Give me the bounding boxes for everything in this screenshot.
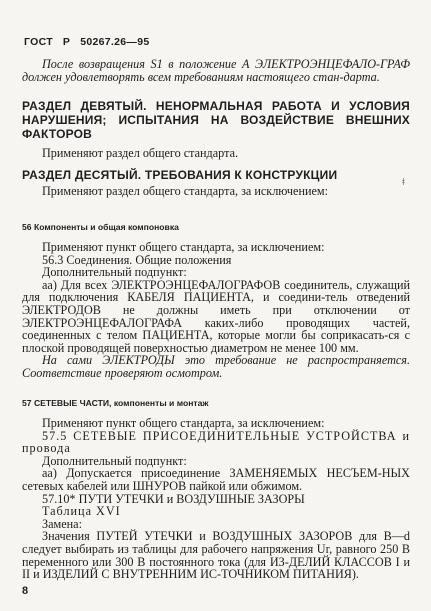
clause-56-title: 56 Компоненты и общая компоновка — [22, 222, 179, 232]
clause-57-p5: 57.10* ПУТИ УТЕЧКИ и ВОЗДУШНЫЕ ЗАЗОРЫ — [42, 491, 305, 506]
clause-56-p3: Дополнительный подпункт: — [42, 265, 187, 280]
clause-57-p2: 57.5 СЕТЕВЫЕ ПРИСОЕДИНИТЕЛЬНЫЕ УСТРОЙСТВА и провода — [22, 428, 410, 456]
section-ten-text: Применяют раздел общего стандарта, за исключением: — [42, 184, 329, 198]
clause-57-p3: Дополнительный подпункт: — [42, 453, 187, 468]
clause-57-p7: Замена: — [42, 516, 82, 531]
clause-57-p8: Значения ПУТЕЙ УТЕЧКИ и ВОЗДУШНЫХ ЗАЗОРОВ для B—d следует выбирать из таблицы для рабочего напряжения Ur, равного 250 В переменного или 300 В постоянного тока (для ИЗ-ДЕЛИЙ КЛАССОВ I и II и ИЗДЕЛИЙ С ВНУТРЕННИМ ИС-ТОЧНИКОМ ПИТАНИЯ). — [22, 529, 410, 582]
section-nine-text: Применяют раздел общего стандарта. — [42, 146, 239, 160]
intro-block — [22, 58, 410, 83]
clause-56-p4: аа) Для всех ЭЛЕКТРОЭНЦЕФАЛОГРАФОВ соединитель, служащий для подключения КАБЕЛЯ ПАЦИЕНТА, и соедини-тель отведений ЭЛЕКТРОДОВ не должны иметь при отключении от ЭЛЕКТРОЭНЦЕФАЛОГРАФА каких-либо проводящих частей, соединенных с телом ПАЦИЕНТА, которые могли бы соприкасать-ся с плоской проводящей поверхностью диаметром не менее 100 мм. — [22, 277, 410, 355]
clause-56-p1: Применяют пункт общего стандарта, за исключением: — [42, 240, 325, 254]
page-header — [24, 36, 150, 48]
section-ten — [22, 168, 410, 198]
clause-57-p4: аа) Допускается присоединение ЗАМЕНЯЕМЫХ НЕСЪЕМ-НЫХ сетевых кабелей или ШНУРОВ пайкой или обжимом. — [22, 466, 410, 493]
clause-57-p6: Таблица XVI — [42, 504, 121, 519]
clause-56-p2: 56.3 Соединения. Общие положения — [42, 252, 232, 267]
intro-paragraph: После возвращения S1 в положение А ЭЛЕКТРОЭНЦЕФАЛО-ГРАФ должен удовлетворять всем требованиям настоящего стан-дарта. — [22, 57, 410, 84]
standard-label: ГОСТ — [24, 36, 53, 48]
clause-57 — [22, 398, 410, 581]
clause-56-p5: На сами ЭЛЕКТРОДЫ это требование не распространяется. Соответствие проверяют осмотром. — [22, 353, 410, 380]
page-number: 8 — [22, 585, 29, 597]
section-ten-title: РАЗДЕЛ ДЕСЯТЫЙ. ТРЕБОВАНИЯ К КОНСТРУКЦИИ — [22, 168, 338, 182]
clause-56 — [22, 222, 410, 380]
clause-57-title: 57 СЕТЕВЫЕ ЧАСТИ, компоненты и монтаж — [22, 398, 209, 408]
clause-57-p1: Применяют пункт общего стандарта, за исключением: — [42, 416, 325, 430]
standard-letter: Р — [62, 36, 71, 48]
standard-number: 50267.26—95 — [80, 36, 150, 48]
section-nine-title: РАЗДЕЛ ДЕВЯТЫЙ. НЕНОРМАЛЬНАЯ РАБОТА И УСЛОВИЯ НАРУШЕНИЯ; ИСПЫТАНИЯ НА ВОЗДЕЙСТВИЕ ВНЕШНИХ ФАКТОРОВ — [22, 99, 410, 141]
section-nine — [22, 99, 410, 160]
margin-mark: ǂ — [402, 176, 405, 188]
